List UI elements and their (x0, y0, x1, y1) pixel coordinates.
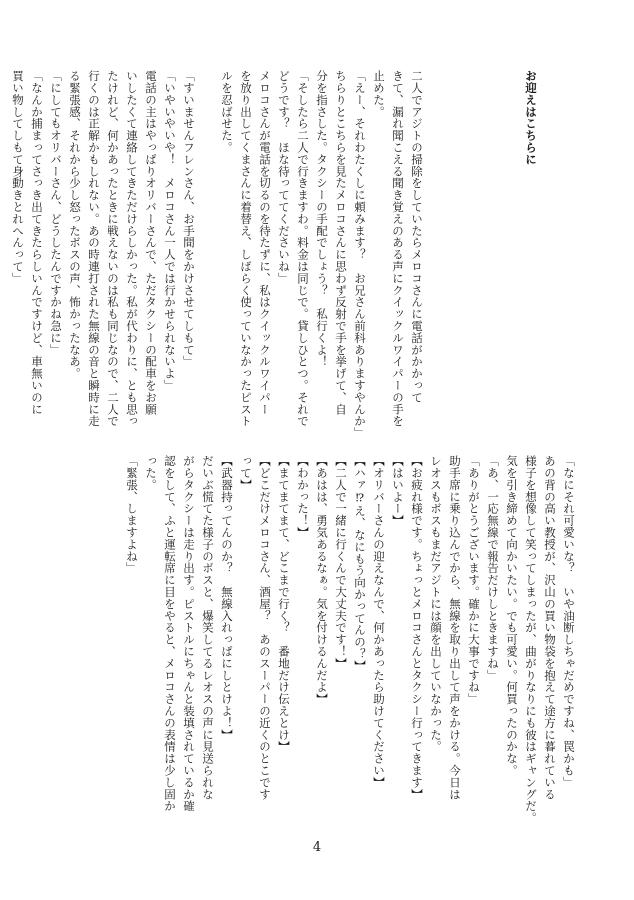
bottom-text-block (66, 455, 578, 824)
text-line: がらタクシーは走り出す。ピストルにちゃんと装填されているか確 (182, 455, 196, 812)
text-line: メロコさんが電話を切るのを待たずに、私はクイックルワイパー (258, 70, 272, 416)
text-line: 【わかった！】 (296, 455, 310, 539)
text-line: 様子を想像して笑ってしまったが、曲がりなりにも彼はギャングだ。 (524, 455, 538, 824)
text-line: 行くのは正解かもしれない。あの時連打された無線の音と瞬時に走 (87, 70, 101, 427)
text-line: 【あはは、勇気あるなぁ。気を付けるんだよ】 (315, 455, 329, 705)
text-line: 【お疲れ様です。ちょっとメロコさんとタクシー行ってきます】 (410, 455, 424, 801)
section-heading: お迎えはこちらに (524, 70, 538, 166)
text-line: 【二人で一緒に行くんで大丈夫です！】 (334, 455, 348, 670)
text-line: レオスもボスもまだアジトには顔を出していなかった。 (429, 455, 443, 753)
text-line: を放り出してくまさんに着替え、しばらく使っていなかったピスト (239, 70, 253, 427)
text-line: 「いやいやいや！ メロコさん一人では行かせられないよ」 (163, 70, 177, 392)
text-line: 「なんか捕まってさっき出てきたらしいんですけど、車無いのに (30, 70, 44, 416)
text-line: 「緊張、しますよね」 (125, 455, 139, 574)
text-line (198, 70, 217, 430)
text-line: 二人でアジトの掃除をしていたらメロコさんに電話がかかって (410, 70, 424, 404)
text-line: ルを忍ばせた。 (220, 70, 234, 154)
text-line: 【オリバーさんの迎えなんで、何かあったら助けてください】 (372, 455, 386, 789)
text-line: 認をして、ふと運転席に目をやると、メロコさんの表情は少し固か (163, 455, 177, 812)
text-line: いしたくて連絡してきただけらしかった。私が代わりに、とも思っ (125, 70, 139, 427)
text-line: 「えー、それわたくしに頼みます？ お兄さん前科ありますやんか」 (353, 70, 367, 439)
text-line: 【武器持ってんのか？ 無線入れっぱにしとけよ！】 (220, 455, 234, 741)
page-number: 4 (312, 840, 322, 855)
heading-spacer (464, 70, 483, 430)
text-line: ちらりとこちらを見たメロコさんに思わず反射で手を挙げて、自 (334, 70, 348, 416)
text-line: 助手席に乗り込んでから、無線を取り出して声をかける。今日は (448, 455, 462, 801)
text-line: たけれど、何かあったときに戦えないのは私も同じなので、二人で (106, 70, 120, 427)
text-line: どうです？ ほな待っててくださいね」 (277, 70, 291, 285)
text-line: る緊張感、それから少し怒ったボスの声、怖かったなあ。 (68, 70, 82, 380)
text-line: 「なにそれ可愛いな？ いや油断しちゃだめですね、罠かも」 (562, 455, 576, 789)
text-line: 「すいませんフレンさん、お手間をかけさせてしもて」 (182, 70, 196, 368)
text-line: あの背の高い教授が、沢山の買い物袋を抱えて途方に暮れている (543, 455, 557, 801)
text-line: 「あ、一応無線で報告だけしときますね」 (486, 455, 500, 682)
text-line: 「にしてもオリバーさん、どうしたんですかね急に」 (49, 70, 63, 356)
text-line: って】 (239, 455, 253, 491)
text-line: 【どこだけメロコさん、酒屋？ あのスーパーの近くのとこです (258, 455, 272, 801)
text-line: 「そしたら二人で行きますわ。料金は同じで。貸しひとつ。それで (296, 70, 310, 427)
text-line: 分を指さした。タクシーの手配でしょう？ 私行くよ！ (315, 70, 329, 368)
text-line: 「ありがとうございます。確かに大事ですね」 (467, 455, 481, 705)
text-line: 電話の主はやっぱりオリバーさんで、ただタクシーの配車をお願 (144, 70, 158, 416)
text-line: 【まてまてまて、どこまで行く？ 番地だけ伝えとけ】 (277, 455, 291, 753)
text-line: 気を引き締めて向かいたい。でも可愛い。何買ったのかな。 (505, 455, 519, 777)
text-line: 【ハァ⁉え、なにもう向かってんの？】 (353, 455, 367, 672)
text-line: った。 (144, 455, 158, 491)
text-line: 【はいよー】 (391, 455, 405, 527)
top-text-block (11, 70, 578, 439)
text-line: 止めた。 (372, 70, 386, 118)
text-line: 買い物してしもて身動きとれへんって」 (11, 70, 25, 285)
text-line: きて、漏れ聞こえる聞き覚えのある声にクイックルワイパーの手を (391, 70, 405, 427)
text-line: だいぶ慌てた様子のボスと、爆笑してるレオスの声に見送られな (201, 455, 215, 801)
